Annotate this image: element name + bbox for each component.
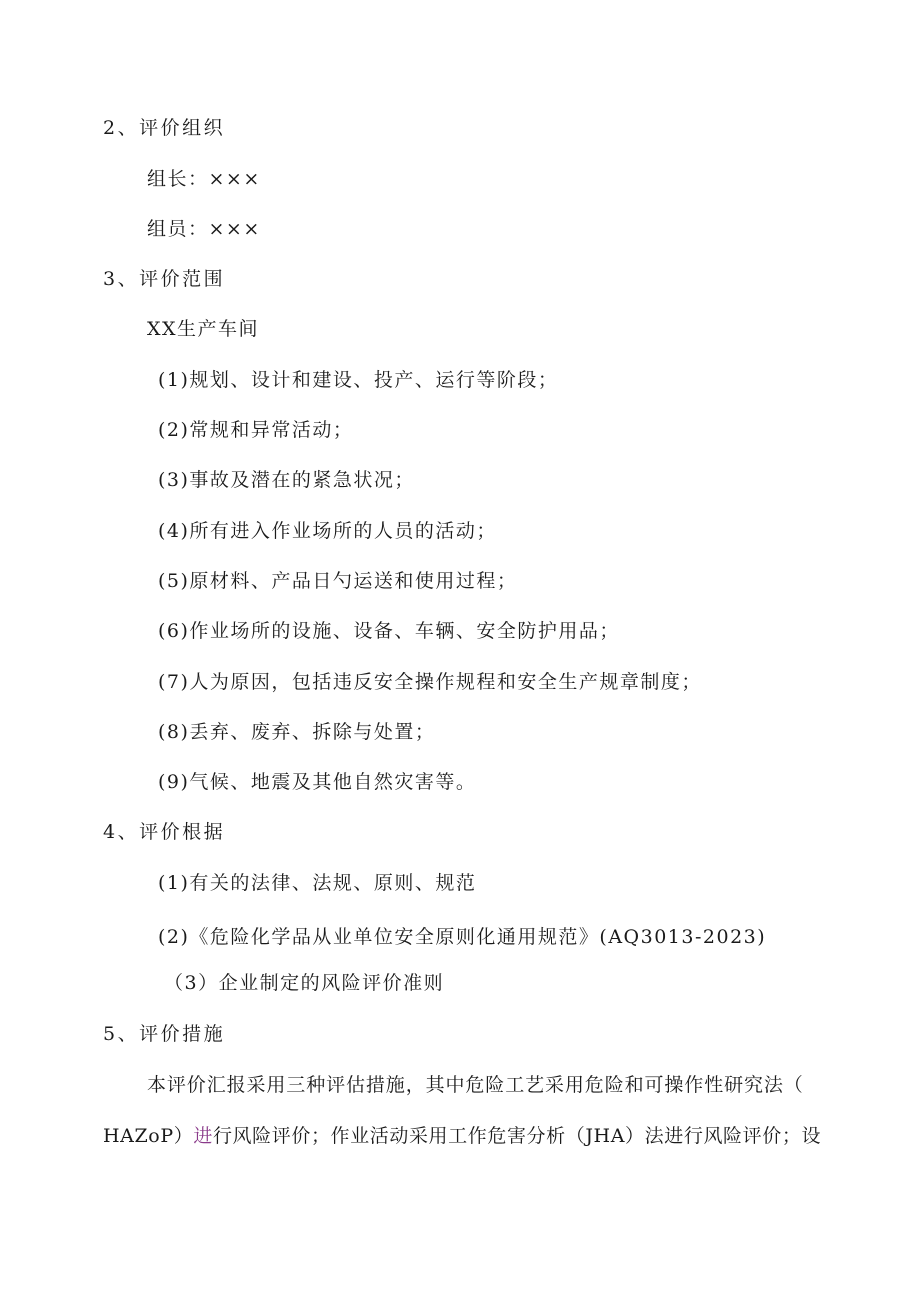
basis-item: (2)《危险化学品从业单位安全原则化通用规范》(AQ3013-2023) <box>158 926 767 948</box>
scope-item: (5)原材料、产品日勺运送和使用过程； <box>158 570 518 592</box>
scope-intro: XX生产车间 <box>147 318 260 340</box>
method-paragraph-line-2 <box>103 1124 822 1148</box>
scope-item: (9)气候、地震及其他自然灾害等。 <box>158 771 477 793</box>
method-text-highlight: 进 <box>193 1125 213 1147</box>
scope-item: (2)常规和异常活动； <box>158 419 354 441</box>
section-4-heading: 4、评价根据 <box>103 821 226 843</box>
scope-item: (8)丢弃、废弃、拆除与处置； <box>158 721 436 743</box>
team-leader: 组长：××× <box>147 168 261 190</box>
method-paragraph-line-1: 本评价汇报采用三种评估措施，其中危险工艺采用危险和可操作性研究法（ <box>147 1074 804 1096</box>
scope-item: (7)人为原因，包括违反安全操作规程和安全生产规章制度； <box>158 671 702 693</box>
scope-item: (4)所有进入作业场所的人员的活动； <box>158 520 497 542</box>
section-2-heading: 2、评价组织 <box>103 117 226 139</box>
basis-item: (1)有关的法律、法规、原则、规范 <box>158 872 477 894</box>
scope-item: (1)规划、设计和建设、投产、运行等阶段； <box>158 369 559 391</box>
scope-item: (6)作业场所的设施、设备、车辆、安全防护用品； <box>158 620 620 642</box>
section-5-heading: 5、评价措施 <box>103 1023 226 1045</box>
section-3-heading: 3、评价范围 <box>103 268 226 290</box>
basis-item: （3）企业制定的风险评价准则 <box>164 972 445 994</box>
method-text: HAZoP） <box>103 1125 194 1147</box>
scope-item: (3)事故及潜在的紧急状况； <box>158 469 415 491</box>
team-members: 组员：××× <box>147 218 261 240</box>
method-text: 行风险评价；作业活动采用工作危害分析（JHA）法进行风险评价；设 <box>212 1125 822 1147</box>
